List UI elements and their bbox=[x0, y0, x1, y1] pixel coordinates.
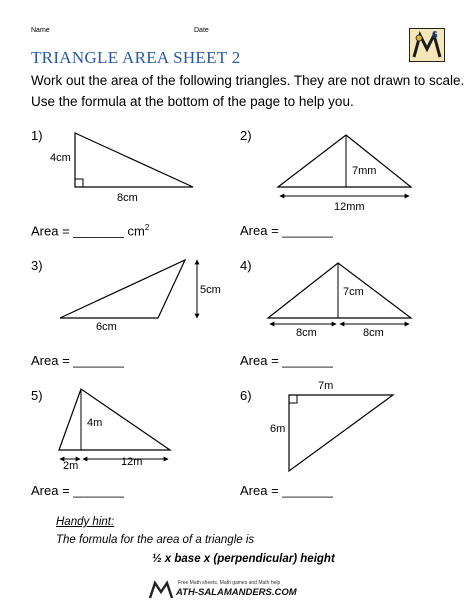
problem-5-answer[interactable]: Area = _______ bbox=[31, 483, 124, 498]
problem-4-base-left-label: 8cm bbox=[296, 327, 317, 339]
problem-5-base-right-label: 12m bbox=[121, 456, 143, 468]
squared-superscript: 2 bbox=[144, 223, 150, 232]
problem-6-number: 6) bbox=[240, 388, 252, 403]
area-formula: ½ x base x (perpendicular) height bbox=[152, 553, 335, 565]
problem-3-base-label: 6cm bbox=[96, 321, 117, 333]
problem-6-answer[interactable]: Area = _______ bbox=[240, 483, 333, 498]
hint-text: The formula for the area of a triangle is bbox=[56, 534, 255, 546]
problem-4-answer[interactable]: Area = _______ bbox=[240, 353, 333, 368]
instruction-line-1: Work out the area of the following triangles. They are not drawn to scale. bbox=[31, 73, 465, 88]
name-label: Name bbox=[31, 27, 50, 34]
problem-5-height-label: 4m bbox=[87, 417, 103, 429]
grade-badge: 6 bbox=[432, 30, 438, 41]
problem-3-number: 3) bbox=[31, 258, 43, 273]
triangle-3 bbox=[60, 260, 197, 318]
triangle-2 bbox=[278, 135, 411, 196]
page-title: TRIANGLE AREA SHEET 2 bbox=[31, 48, 241, 67]
problem-5-number: 5) bbox=[31, 388, 43, 403]
footer-brand-logo bbox=[148, 580, 320, 600]
triangle-4 bbox=[268, 263, 411, 324]
problem-1-height-label: 4cm bbox=[50, 152, 71, 164]
footer-brand-name: ATH-SALAMANDERS.COM bbox=[176, 587, 297, 598]
problem-2-base-label: 12mm bbox=[334, 201, 365, 213]
problem-5-base-left-label: 2m bbox=[63, 460, 79, 472]
problem-2-answer[interactable]: Area = _______ bbox=[240, 223, 333, 238]
problem-3-height-label: 5cm bbox=[200, 284, 221, 296]
problem-6-base-label: 7m bbox=[318, 380, 334, 392]
problem-2-number: 2) bbox=[240, 128, 252, 143]
answer-text: Area = _______ cm bbox=[31, 223, 145, 239]
date-label: Date bbox=[194, 27, 209, 34]
problem-1-answer[interactable] bbox=[31, 223, 149, 238]
hint-heading: Handy hint: bbox=[56, 516, 115, 528]
triangle-1 bbox=[75, 133, 193, 187]
problem-1-base-label: 8cm bbox=[117, 192, 138, 204]
problem-4-height-label: 7cm bbox=[343, 286, 364, 298]
problem-4-number: 4) bbox=[240, 258, 252, 273]
problem-6-height-label: 6m bbox=[270, 423, 286, 435]
instruction-line-2: Use the formula at the bottom of the page to help you. bbox=[31, 94, 354, 109]
problem-1-number: 1) bbox=[31, 128, 43, 143]
footer-tagline: Free Math sheets, Math games and Math help bbox=[178, 580, 281, 586]
problem-2-height-label: 7mm bbox=[352, 165, 377, 177]
problem-3-answer[interactable]: Area = _______ bbox=[31, 353, 124, 368]
triangle-6 bbox=[289, 395, 393, 471]
problem-4-base-right-label: 8cm bbox=[363, 327, 384, 339]
triangle-5 bbox=[59, 389, 170, 459]
